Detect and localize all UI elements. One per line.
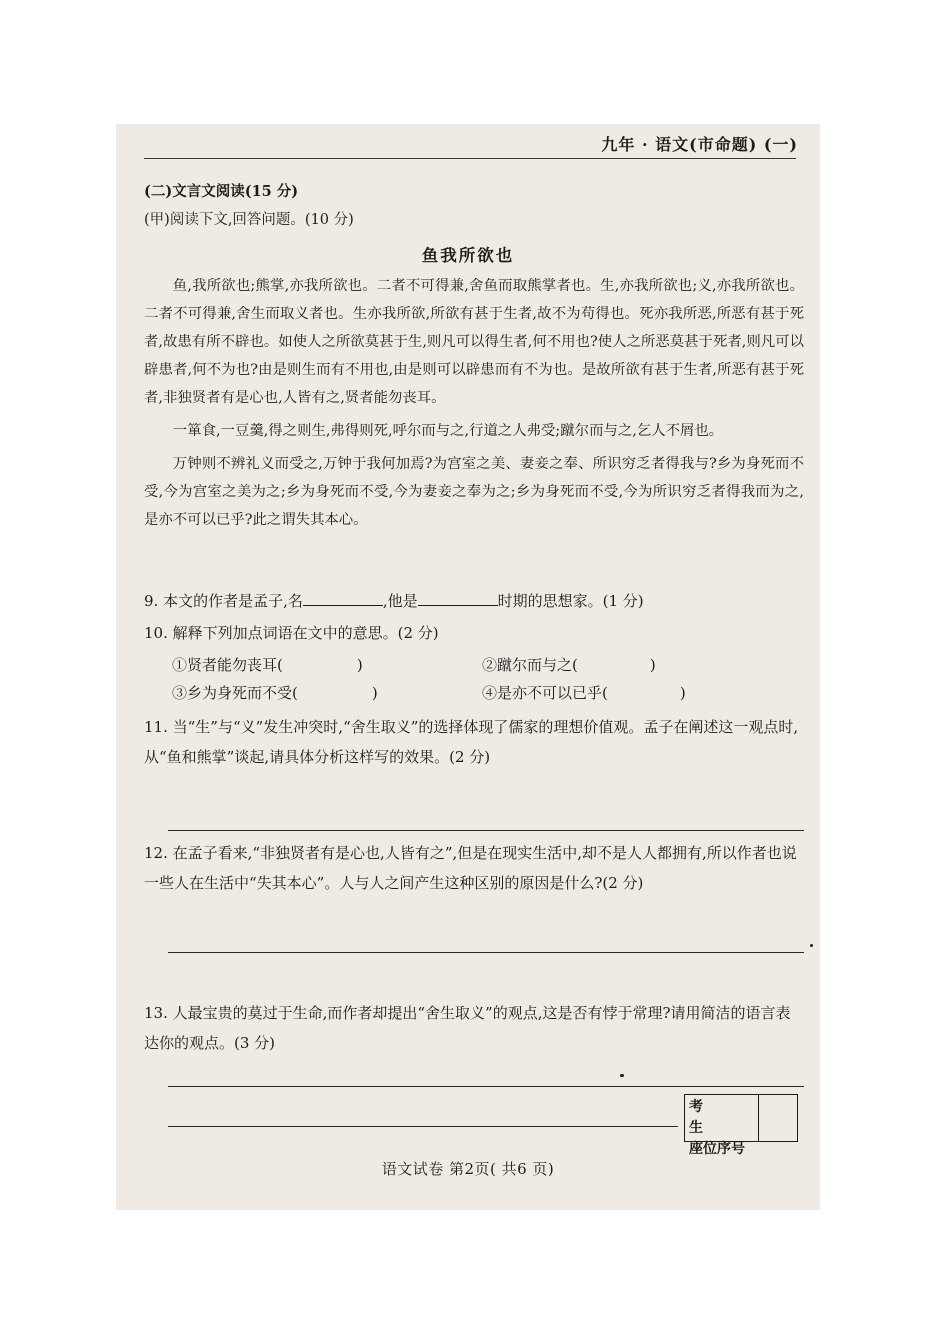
page-footer: 语文试卷 第2页( 共6 页)	[381, 1160, 555, 1178]
question-10: 10. 解释下列加点词语在文中的意思。(2 分)	[144, 624, 439, 642]
question-9	[144, 586, 800, 616]
q10-option-4-text: ④是亦不可以已乎(	[482, 684, 608, 702]
passage-paragraph: 万钟则不辨礼义而受之,万钟于我何加焉?为宫室之美、妻妾之奉、所识穷乏者得我与?乡为身死而不受,今为宫室之美为之;乡为身死而不受,今为妻妾之奉为之;乡为身死而不受,今为所识穷乏者得我而为之,是亦不可以已乎?此之谓失其本心。	[144, 456, 804, 528]
q10-option-3-text: ③乡为身死而不受(	[172, 684, 298, 702]
q10-option-3-close: )	[371, 684, 378, 702]
exam-page	[116, 124, 820, 1210]
answer-line[interactable]	[168, 830, 804, 831]
question-11: 11. 当“生”与“义”发生冲突时,“舍生取义”的选择体现了儒家的理想价值观。孟子在阐述这一观点时,从“鱼和熊掌”谈起,请具体分析这样写的效果。(2 分)	[144, 718, 799, 766]
q10-option-1	[172, 654, 363, 675]
q10-option-2-close: )	[649, 656, 656, 674]
q10-option-1-text: ①贤者能勿丧耳(	[172, 656, 283, 674]
q10-option-4-close: )	[679, 684, 686, 702]
section-subheading: (甲)阅读下文,回答问题。(10 分)	[144, 212, 354, 228]
scan-speck	[620, 1074, 624, 1077]
answer-line[interactable]	[168, 1086, 804, 1087]
section-heading: (二)文言文阅读(15 分)	[144, 183, 299, 200]
seat-label-line-1: 考生	[689, 1099, 725, 1136]
seat-label-line-2: 座位序号	[689, 1141, 745, 1157]
seat-number-box	[684, 1094, 798, 1157]
answer-line[interactable]	[168, 952, 804, 953]
answer-blank-period[interactable]	[418, 589, 498, 606]
q10-option-2	[482, 654, 656, 675]
passage-paragraph: 鱼,我所欲也;熊掌,亦我所欲也。二者不可得兼,舍鱼而取熊掌者也。生,亦我所欲也;义,亦我所欲也。二者不可得兼,舍生而取义者也。生亦我所欲,所欲有甚于生者,故不为苟得也。死亦我所恶,所恶有甚于死者,故患有所不辟也。如使人之所欲莫甚于生,则凡可以得生者,何不用也?使人之所恶莫甚于死者,则凡可以辟患者,何不为也?由是则生而有不用也,由是则可以辟患而有不为也。是故所欲有甚于生者,所恶有甚于死者,非独贤者有是心也,人皆有之,贤者能勿丧耳。	[144, 278, 804, 406]
passage-title: 鱼我所欲也	[421, 246, 515, 265]
q10-option-1-close: )	[356, 656, 363, 674]
page-header: 九年 · 语文(市命题) (一)	[601, 135, 798, 154]
q10-option-3	[172, 682, 378, 703]
passage-text	[144, 272, 804, 539]
question-9-part-b: ,他是	[382, 592, 418, 610]
q10-option-2-text: ②蹴尔而与之(	[482, 656, 578, 674]
seat-number-label	[685, 1095, 759, 1157]
question-13: 13. 人最宝贵的莫过于生命,而作者却提出“舍生取义”的观点,这是否有悖于常理?请用简洁的语言表达你的观点。(3 分)	[144, 1004, 791, 1052]
header-divider	[144, 158, 796, 159]
scan-speck	[810, 944, 813, 947]
question-9-part-c: 时期的思想家。(1 分)	[497, 592, 644, 610]
answer-blank-name[interactable]	[303, 589, 383, 606]
answer-line[interactable]	[168, 1126, 678, 1127]
q10-option-4	[482, 682, 686, 703]
question-12: 12. 在孟子看来,“非独贤者有是心也,人皆有之”,但是在现实生活中,却不是人人都拥有,所以作者也说一些人在生活中“失其本心”。人与人之间产生这种区别的原因是什么?(2 分)	[144, 844, 797, 892]
passage-paragraph: 一箪食,一豆羹,得之则生,弗得则死,呼尔而与之,行道之人弗受;蹴尔而与之,乞人不屑也。	[172, 423, 724, 439]
question-9-part-a: 9. 本文的作者是孟子,名	[144, 592, 303, 610]
seat-number-field[interactable]	[759, 1095, 797, 1141]
